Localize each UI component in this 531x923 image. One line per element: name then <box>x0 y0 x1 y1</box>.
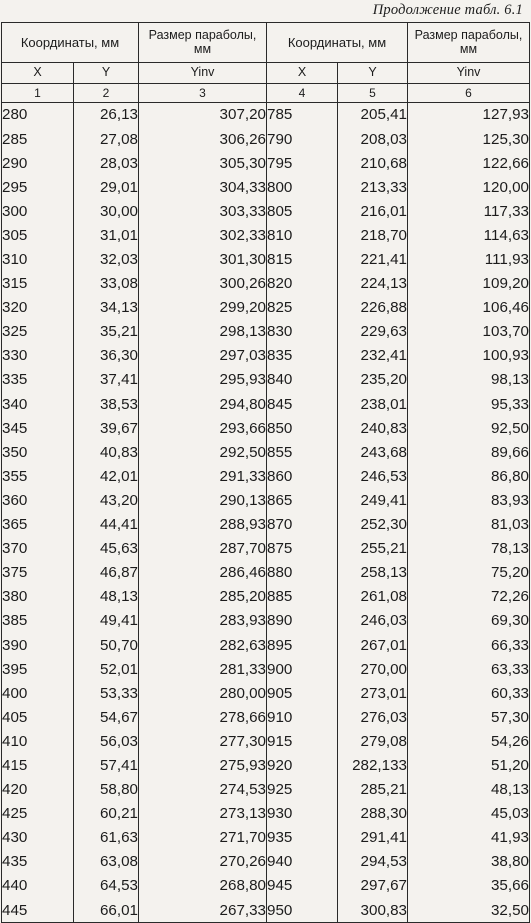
cell-y-right: 216,01 <box>338 199 408 223</box>
cell-yinv-left: 281,33 <box>139 657 267 681</box>
cell-x-left: 300 <box>2 199 74 223</box>
cell-x-right: 930 <box>267 802 338 826</box>
cell-yinv-right: 83,93 <box>408 489 530 513</box>
table-row <box>2 802 530 826</box>
header-coords-right: Координаты, мм <box>267 23 408 63</box>
cell-y-left: 28,03 <box>74 151 139 175</box>
cell-y-right: 285,21 <box>338 778 408 802</box>
header-size-right: Размер параболы, мм <box>408 23 530 63</box>
cell-y-left: 38,53 <box>74 392 139 416</box>
cell-y-right: 249,41 <box>338 489 408 513</box>
cell-yinv-left: 283,93 <box>139 609 267 633</box>
table-row <box>2 754 530 778</box>
table-row <box>2 681 530 705</box>
header-y-left: Y <box>74 63 139 84</box>
cell-x-left: 420 <box>2 778 74 802</box>
cell-yinv-right: 117,33 <box>408 199 530 223</box>
cell-y-left: 39,67 <box>74 416 139 440</box>
cell-x-left: 295 <box>2 175 74 199</box>
cell-y-right: 226,88 <box>338 296 408 320</box>
cell-yinv-right: 106,46 <box>408 296 530 320</box>
cell-x-left: 365 <box>2 513 74 537</box>
cell-yinv-right: 111,93 <box>408 248 530 272</box>
cell-y-right: 224,13 <box>338 272 408 296</box>
cell-y-left: 52,01 <box>74 657 139 681</box>
cell-y-left: 42,01 <box>74 464 139 488</box>
cell-x-right: 885 <box>267 585 338 609</box>
cell-y-right: 208,03 <box>338 127 408 151</box>
table-row <box>2 320 530 344</box>
cell-yinv-left: 270,26 <box>139 850 267 874</box>
table-row <box>2 199 530 223</box>
cell-x-left: 325 <box>2 320 74 344</box>
cell-yinv-right: 95,33 <box>408 392 530 416</box>
cell-x-right: 925 <box>267 778 338 802</box>
cell-yinv-left: 293,66 <box>139 416 267 440</box>
cell-x-left: 315 <box>2 272 74 296</box>
cell-yinv-right: 38,80 <box>408 850 530 874</box>
cell-yinv-right: 69,30 <box>408 609 530 633</box>
cell-yinv-left: 290,13 <box>139 489 267 513</box>
cell-yinv-left: 278,66 <box>139 705 267 729</box>
cell-yinv-right: 60,33 <box>408 681 530 705</box>
table-row <box>2 368 530 392</box>
cell-yinv-left: 273,13 <box>139 802 267 826</box>
cell-x-left: 340 <box>2 392 74 416</box>
column-number-5: 5 <box>338 84 408 103</box>
cell-x-right: 915 <box>267 729 338 753</box>
cell-y-left: 44,41 <box>74 513 139 537</box>
column-number-1: 1 <box>2 84 74 103</box>
cell-y-left: 40,83 <box>74 440 139 464</box>
cell-y-left: 57,41 <box>74 754 139 778</box>
cell-y-left: 64,53 <box>74 874 139 898</box>
table-row <box>2 705 530 729</box>
cell-y-right: 232,41 <box>338 344 408 368</box>
cell-yinv-left: 282,63 <box>139 633 267 657</box>
cell-y-right: 258,13 <box>338 561 408 585</box>
header-yinv-left: Yinv <box>139 63 267 84</box>
cell-yinv-right: 48,13 <box>408 778 530 802</box>
cell-x-right: 890 <box>267 609 338 633</box>
table-row <box>2 874 530 898</box>
cell-y-right: 238,01 <box>338 392 408 416</box>
cell-yinv-right: 57,30 <box>408 705 530 729</box>
table-row <box>2 657 530 681</box>
cell-yinv-left: 300,26 <box>139 272 267 296</box>
cell-yinv-right: 63,33 <box>408 657 530 681</box>
cell-yinv-left: 267,33 <box>139 898 267 923</box>
cell-y-left: 54,67 <box>74 705 139 729</box>
cell-x-right: 800 <box>267 175 338 199</box>
cell-y-left: 49,41 <box>74 609 139 633</box>
cell-x-right: 820 <box>267 272 338 296</box>
cell-y-right: 294,53 <box>338 850 408 874</box>
cell-yinv-left: 304,33 <box>139 175 267 199</box>
cell-yinv-right: 125,30 <box>408 127 530 151</box>
cell-yinv-left: 280,00 <box>139 681 267 705</box>
table-row <box>2 416 530 440</box>
cell-y-left: 61,63 <box>74 826 139 850</box>
cell-y-right: 240,83 <box>338 416 408 440</box>
table-row <box>2 729 530 753</box>
cell-x-right: 865 <box>267 489 338 513</box>
table-row <box>2 127 530 151</box>
cell-x-right: 940 <box>267 850 338 874</box>
cell-x-right: 840 <box>267 368 338 392</box>
cell-yinv-right: 78,13 <box>408 537 530 561</box>
table-row <box>2 585 530 609</box>
cell-yinv-left: 287,70 <box>139 537 267 561</box>
table-row <box>2 898 530 923</box>
cell-x-left: 445 <box>2 898 74 923</box>
cell-x-right: 845 <box>267 392 338 416</box>
cell-y-left: 32,03 <box>74 248 139 272</box>
cell-x-right: 905 <box>267 681 338 705</box>
table-row <box>2 296 530 320</box>
cell-x-left: 415 <box>2 754 74 778</box>
cell-yinv-left: 274,53 <box>139 778 267 802</box>
cell-x-left: 360 <box>2 489 74 513</box>
cell-yinv-left: 303,33 <box>139 199 267 223</box>
table-row <box>2 344 530 368</box>
cell-yinv-right: 114,63 <box>408 223 530 247</box>
cell-x-right: 875 <box>267 537 338 561</box>
cell-yinv-right: 51,20 <box>408 754 530 778</box>
cell-y-right: 297,67 <box>338 874 408 898</box>
cell-y-right: 213,33 <box>338 175 408 199</box>
cell-x-left: 385 <box>2 609 74 633</box>
cell-y-left: 56,03 <box>74 729 139 753</box>
cell-yinv-left: 291,33 <box>139 464 267 488</box>
cell-y-left: 50,70 <box>74 633 139 657</box>
cell-y-left: 31,01 <box>74 223 139 247</box>
cell-x-right: 830 <box>267 320 338 344</box>
cell-yinv-right: 45,03 <box>408 802 530 826</box>
cell-x-left: 380 <box>2 585 74 609</box>
cell-x-right: 935 <box>267 826 338 850</box>
cell-x-left: 285 <box>2 127 74 151</box>
cell-yinv-left: 271,70 <box>139 826 267 850</box>
cell-yinv-right: 127,93 <box>408 103 530 128</box>
cell-y-right: 273,01 <box>338 681 408 705</box>
table-row <box>2 223 530 247</box>
cell-yinv-right: 98,13 <box>408 368 530 392</box>
cell-yinv-left: 297,03 <box>139 344 267 368</box>
cell-yinv-right: 32,50 <box>408 898 530 923</box>
cell-yinv-left: 302,33 <box>139 223 267 247</box>
header-coords-left: Координаты, мм <box>2 23 139 63</box>
cell-yinv-right: 72,26 <box>408 585 530 609</box>
table-row <box>2 609 530 633</box>
cell-x-right: 850 <box>267 416 338 440</box>
cell-y-left: 30,00 <box>74 199 139 223</box>
cell-x-right: 880 <box>267 561 338 585</box>
cell-x-left: 405 <box>2 705 74 729</box>
cell-y-right: 218,70 <box>338 223 408 247</box>
cell-y-right: 246,53 <box>338 464 408 488</box>
cell-x-right: 790 <box>267 127 338 151</box>
cell-yinv-right: 120,00 <box>408 175 530 199</box>
cell-x-right: 855 <box>267 440 338 464</box>
cell-x-left: 305 <box>2 223 74 247</box>
cell-yinv-left: 306,26 <box>139 127 267 151</box>
column-number-6: 6 <box>408 84 530 103</box>
table-row <box>2 850 530 874</box>
header-yinv-right: Yinv <box>408 63 530 84</box>
header-y-right: Y <box>338 63 408 84</box>
table-row <box>2 392 530 416</box>
coordinates-table <box>1 22 530 923</box>
cell-y-right: 210,68 <box>338 151 408 175</box>
cell-y-right: 246,03 <box>338 609 408 633</box>
cell-x-left: 345 <box>2 416 74 440</box>
cell-yinv-left: 285,20 <box>139 585 267 609</box>
table-row <box>2 248 530 272</box>
cell-yinv-right: 89,66 <box>408 440 530 464</box>
table-row <box>2 440 530 464</box>
cell-yinv-left: 288,93 <box>139 513 267 537</box>
cell-y-left: 36,30 <box>74 344 139 368</box>
cell-x-right: 860 <box>267 464 338 488</box>
cell-y-left: 43,20 <box>74 489 139 513</box>
cell-yinv-left: 298,13 <box>139 320 267 344</box>
cell-y-left: 58,80 <box>74 778 139 802</box>
header-x-left: X <box>2 63 74 84</box>
cell-y-right: 282,133 <box>338 754 408 778</box>
cell-y-right: 267,01 <box>338 633 408 657</box>
cell-yinv-left: 301,30 <box>139 248 267 272</box>
cell-yinv-left: 286,46 <box>139 561 267 585</box>
table-row <box>2 778 530 802</box>
cell-x-right: 950 <box>267 898 338 923</box>
cell-y-left: 45,63 <box>74 537 139 561</box>
cell-y-left: 34,13 <box>74 296 139 320</box>
cell-x-left: 280 <box>2 103 74 128</box>
cell-y-right: 229,63 <box>338 320 408 344</box>
table-row <box>2 272 530 296</box>
cell-y-right: 221,41 <box>338 248 408 272</box>
cell-yinv-right: 66,33 <box>408 633 530 657</box>
header-size-left: Размер параболы, мм <box>139 23 267 63</box>
cell-x-left: 395 <box>2 657 74 681</box>
cell-yinv-right: 109,20 <box>408 272 530 296</box>
table-row <box>2 561 530 585</box>
cell-yinv-right: 92,50 <box>408 416 530 440</box>
cell-y-left: 27,08 <box>74 127 139 151</box>
cell-x-right: 920 <box>267 754 338 778</box>
cell-x-left: 335 <box>2 368 74 392</box>
cell-y-right: 291,41 <box>338 826 408 850</box>
cell-y-left: 26,13 <box>74 103 139 128</box>
cell-y-left: 46,87 <box>74 561 139 585</box>
column-number-4: 4 <box>267 84 338 103</box>
table-caption: Продолжение табл. 6.1 <box>372 2 523 18</box>
cell-yinv-left: 277,30 <box>139 729 267 753</box>
cell-x-left: 425 <box>2 802 74 826</box>
cell-yinv-left: 299,20 <box>139 296 267 320</box>
cell-x-left: 310 <box>2 248 74 272</box>
cell-x-right: 785 <box>267 103 338 128</box>
cell-y-right: 243,68 <box>338 440 408 464</box>
column-number-2: 2 <box>74 84 139 103</box>
cell-yinv-left: 295,93 <box>139 368 267 392</box>
cell-yinv-left: 294,80 <box>139 392 267 416</box>
table-row <box>2 151 530 175</box>
cell-yinv-left: 307,20 <box>139 103 267 128</box>
cell-yinv-left: 292,50 <box>139 440 267 464</box>
table-row <box>2 513 530 537</box>
cell-x-right: 810 <box>267 223 338 247</box>
table-row <box>2 103 530 128</box>
cell-y-left: 29,01 <box>74 175 139 199</box>
cell-y-left: 35,21 <box>74 320 139 344</box>
cell-yinv-right: 122,66 <box>408 151 530 175</box>
cell-yinv-right: 41,93 <box>408 826 530 850</box>
cell-y-left: 37,41 <box>74 368 139 392</box>
cell-x-left: 390 <box>2 633 74 657</box>
cell-x-left: 435 <box>2 850 74 874</box>
cell-y-left: 48,13 <box>74 585 139 609</box>
cell-yinv-right: 35,66 <box>408 874 530 898</box>
cell-y-right: 255,21 <box>338 537 408 561</box>
table-row <box>2 489 530 513</box>
cell-y-right: 252,30 <box>338 513 408 537</box>
cell-x-left: 290 <box>2 151 74 175</box>
cell-x-left: 350 <box>2 440 74 464</box>
cell-y-right: 205,41 <box>338 103 408 128</box>
cell-y-right: 300,83 <box>338 898 408 923</box>
table-row <box>2 175 530 199</box>
cell-yinv-right: 54,26 <box>408 729 530 753</box>
cell-y-left: 66,01 <box>74 898 139 923</box>
table-row <box>2 826 530 850</box>
cell-x-right: 795 <box>267 151 338 175</box>
cell-y-right: 261,08 <box>338 585 408 609</box>
table-body <box>2 103 530 923</box>
table-row <box>2 633 530 657</box>
cell-x-left: 430 <box>2 826 74 850</box>
cell-x-left: 330 <box>2 344 74 368</box>
cell-x-right: 825 <box>267 296 338 320</box>
cell-y-right: 288,30 <box>338 802 408 826</box>
cell-yinv-left: 268,80 <box>139 874 267 898</box>
cell-y-left: 63,08 <box>74 850 139 874</box>
cell-x-left: 370 <box>2 537 74 561</box>
column-number-3: 3 <box>139 84 267 103</box>
cell-x-right: 900 <box>267 657 338 681</box>
cell-y-left: 60,21 <box>74 802 139 826</box>
cell-x-right: 815 <box>267 248 338 272</box>
cell-y-right: 279,08 <box>338 729 408 753</box>
cell-y-right: 276,03 <box>338 705 408 729</box>
cell-x-right: 895 <box>267 633 338 657</box>
cell-x-right: 910 <box>267 705 338 729</box>
cell-yinv-right: 100,93 <box>408 344 530 368</box>
table-row <box>2 537 530 561</box>
cell-x-right: 945 <box>267 874 338 898</box>
cell-x-right: 835 <box>267 344 338 368</box>
cell-x-left: 375 <box>2 561 74 585</box>
cell-yinv-left: 305,30 <box>139 151 267 175</box>
cell-x-left: 440 <box>2 874 74 898</box>
cell-x-left: 410 <box>2 729 74 753</box>
cell-x-left: 320 <box>2 296 74 320</box>
header-x-right: X <box>267 63 338 84</box>
table-row <box>2 464 530 488</box>
cell-y-right: 270,00 <box>338 657 408 681</box>
cell-x-right: 805 <box>267 199 338 223</box>
cell-yinv-left: 275,93 <box>139 754 267 778</box>
cell-yinv-right: 86,80 <box>408 464 530 488</box>
cell-yinv-right: 103,70 <box>408 320 530 344</box>
cell-x-left: 400 <box>2 681 74 705</box>
cell-x-left: 355 <box>2 464 74 488</box>
cell-yinv-right: 75,20 <box>408 561 530 585</box>
cell-y-left: 33,08 <box>74 272 139 296</box>
cell-y-left: 53,33 <box>74 681 139 705</box>
cell-y-right: 235,20 <box>338 368 408 392</box>
cell-x-right: 870 <box>267 513 338 537</box>
cell-yinv-right: 81,03 <box>408 513 530 537</box>
